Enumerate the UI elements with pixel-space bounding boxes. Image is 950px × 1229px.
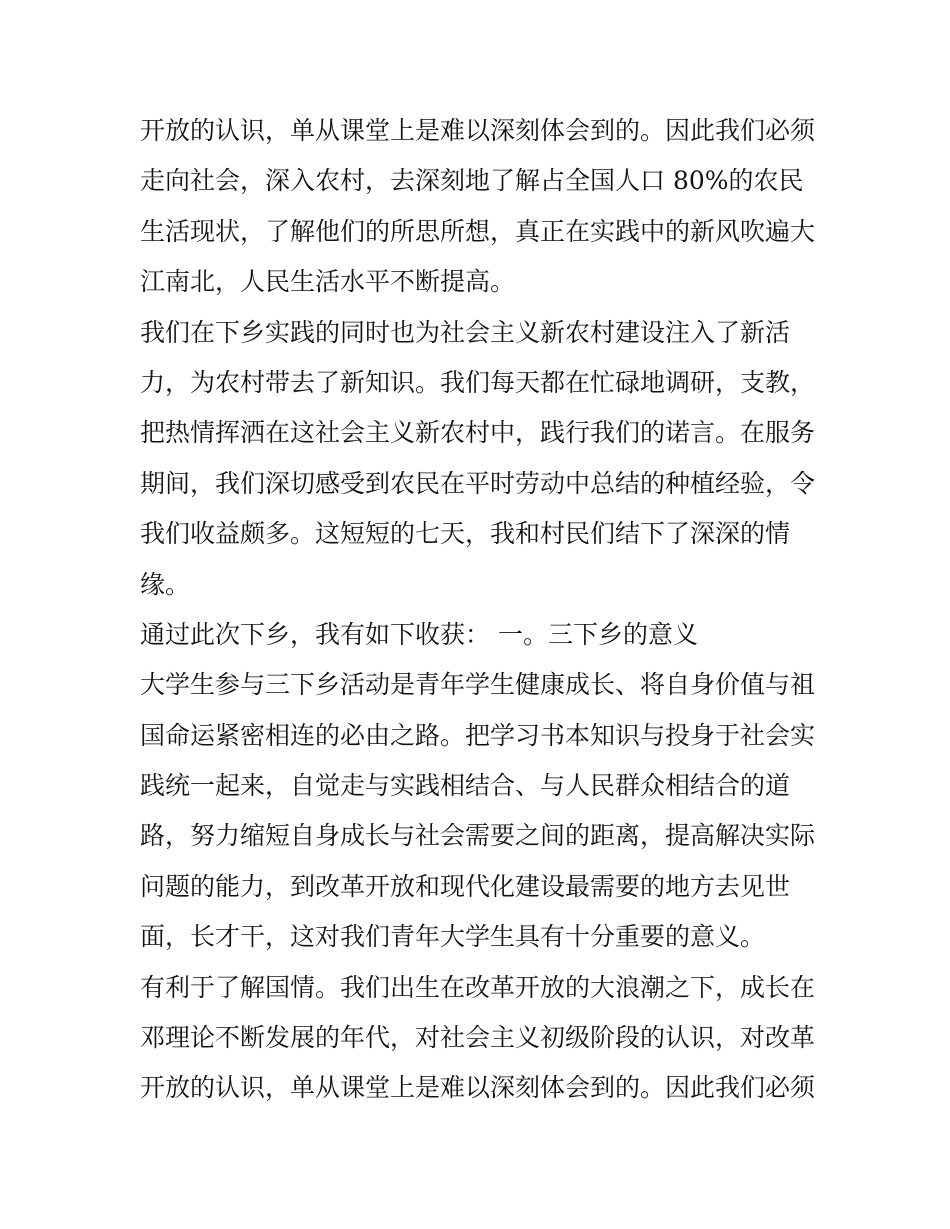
text-line: 走向社会，深入农村，去深刻地了解占全国人口 80%的农民	[140, 166, 804, 196]
text-line: 开放的认识，单从课堂上是难以深刻体会到的。因此我们必须	[140, 116, 816, 145]
text-line: 我们收益颇多。这短短的七天，我和村民们结下了深深的情	[140, 519, 791, 549]
text-line: 把热情挥洒在这社会主义新农村中，践行我们的诺言。在服务	[140, 418, 816, 448]
text-line: 国命运紧密相连的必由之路。把学习书本知识与投身于社会实	[140, 720, 816, 750]
text-line: 开放的认识，单从课堂上是难以深刻体会到的。因此我们必须	[140, 1073, 816, 1103]
text-line: 路，努力缩短自身成长与社会需要之间的距离，提高解决实际	[140, 821, 816, 851]
text-line: 邓理论不断发展的年代，对社会主义初级阶段的认识，对改革	[140, 1023, 816, 1053]
document-body	[140, 106, 820, 1114]
text-line: 践统一起来，自觉走与实践相结合、与人民群众相结合的道	[140, 771, 791, 801]
text-line: 问题的能力，到改革开放和现代化建设最需要的地方去见世	[140, 871, 791, 901]
text-line: 生活现状，了解他们的所思所想，真正在实践中的新风吹遍大	[140, 216, 816, 246]
text-line: 通过此次下乡，我有如下收获： 一。三下乡的意义	[140, 619, 698, 649]
text-line: 大学生参与三下乡活动是青年学生健康成长、将自身价值与祖	[140, 670, 816, 700]
text-line: 我们在下乡实践的同时也为社会主义新农村建设注入了新活	[140, 317, 791, 347]
text-line: 期间，我们深切感受到农民在平时劳动中总结的种植经验，令	[140, 468, 816, 498]
text-line: 力，为农村带去了新知识。我们每天都在忙碌地调研，支教，	[140, 367, 816, 397]
text-line: 江南北，人民生活水平不断提高。	[140, 267, 516, 297]
text-line: 有利于了解国情。我们出生在改革开放的大浪潮之下，成长在	[140, 972, 816, 1002]
text-line: 缘。	[140, 569, 191, 599]
text-line: 面，长才干，这对我们青年大学生具有十分重要的意义。	[140, 922, 766, 952]
